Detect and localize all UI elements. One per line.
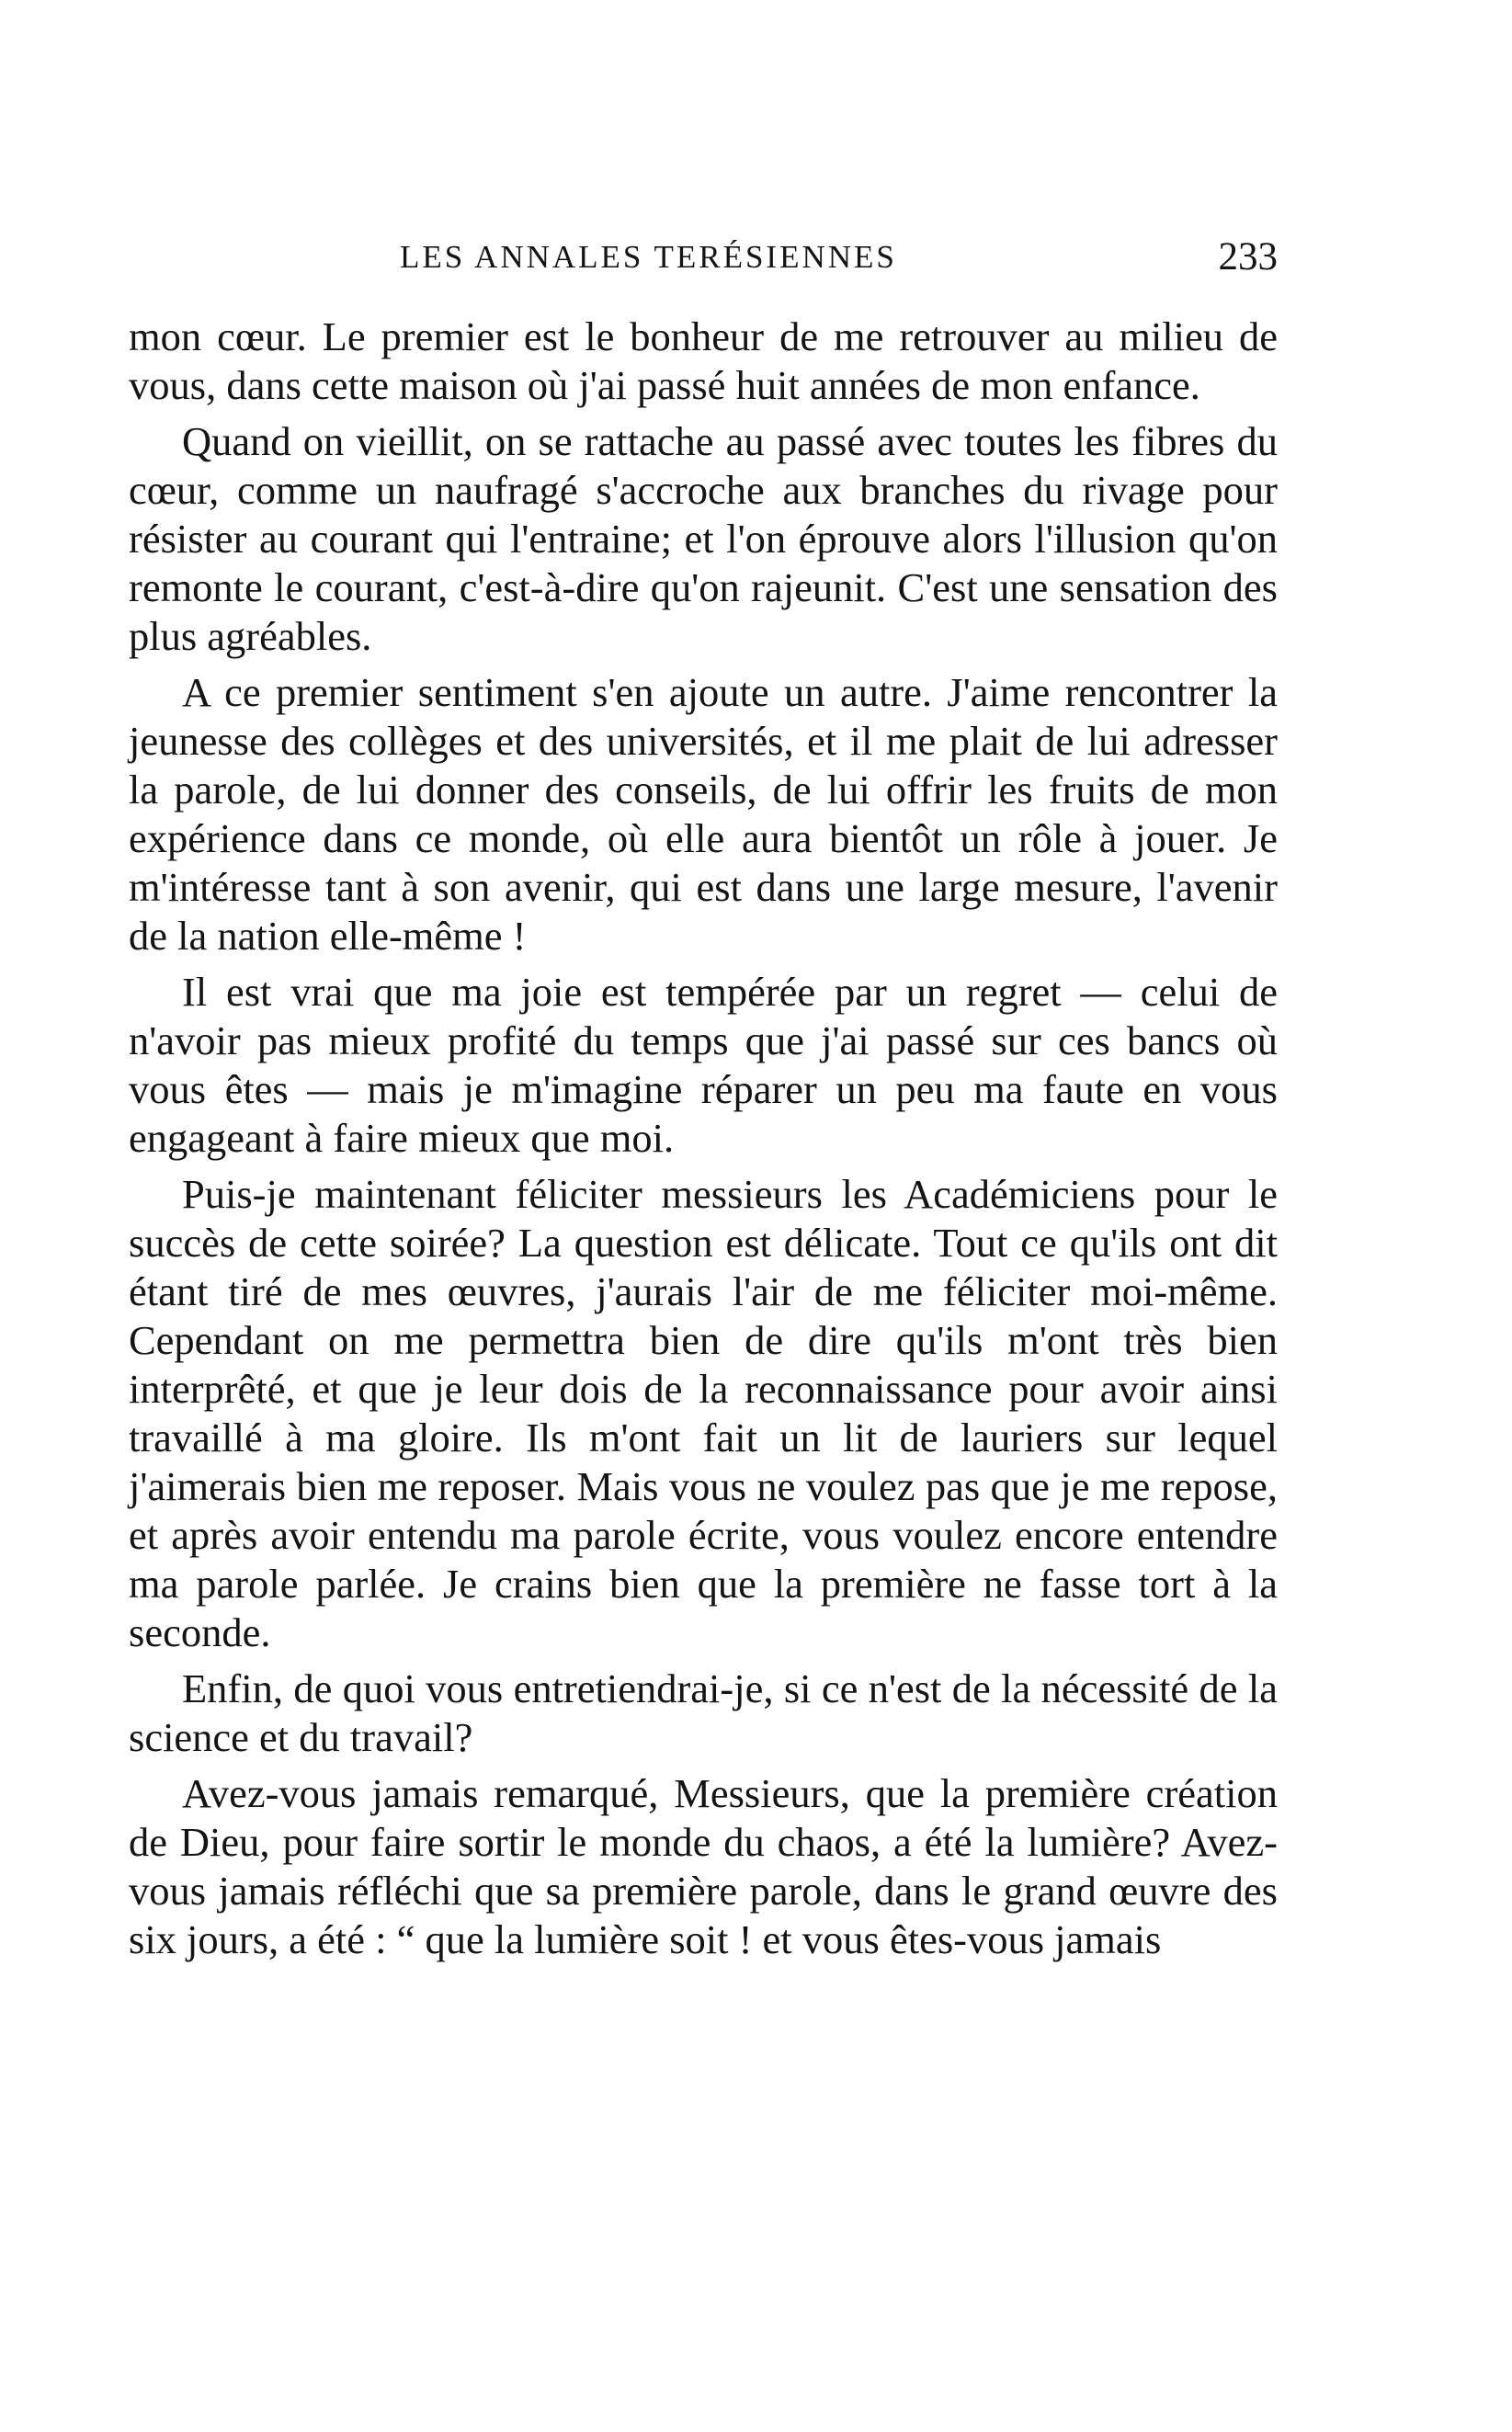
- page-number: 233: [1218, 235, 1278, 278]
- running-header: [129, 230, 1278, 285]
- paragraph-5: Puis-je maintenant féliciter messieurs les Académiciens pour le succès de cette soirée? La question est délicate. Tout ce qu'ils ont dit étant tiré de mes œuvres, j'aurais l'air de me féliciter moi-même. Cependant on me permettra bien de dire qu'ils m'ont très bien interprêté, et que je leur dois de la reconnaissance pour avoir ainsi travaillé à ma gloire. Ils m'ont fait un lit de lauriers sur lequel j'aimerais bien me reposer. Mais vous ne voulez pas que je me repose, et après avoir entendu ma parole écrite, vous voulez encore entendre ma parole parlée. Je crains bien que la première ne fasse tort à la seconde.: [129, 1171, 1278, 1655]
- running-title: LES ANNALES TERÉSIENNES: [400, 239, 897, 275]
- paragraph-1: mon cœur. Le premier est le bonheur de me retrouver au milieu de vous, dans cette maison où j'ai passé huit années de mon enfance.: [129, 313, 1278, 408]
- paragraph-6: Enfin, de quoi vous entretiendrai-je, si ce n'est de la nécessité de la science et du travail?: [129, 1665, 1278, 1760]
- paragraph-2: Quand on vieillit, on se rattache au passé avec toutes les fibres du cœur, comme un naufragé s'accroche aux branches du rivage pour résister au courant qui l'entraine; et l'on éprouve alors l'illusion qu'on remonte le courant, c'est-à-dire qu'on rajeunit. C'est une sensation des plus agréables.: [129, 418, 1278, 659]
- paragraph-4: Il est vrai que ma joie est tempérée par un regret — celui de n'avoir pas mieux profité du temps que j'ai passé sur ces bancs où vous êtes — mais je m'imagine réparer un peu ma faute en vous engageant à faire mieux que moi.: [129, 969, 1278, 1161]
- paragraph-3: A ce premier sentiment s'en ajoute un autre. J'aime rencontrer la jeunesse des collèges et des universités, et il me plait de lui adresser la parole, de lui donner des conseils, de lui offrir les fruits de mon expérience dans ce monde, où elle aura bientôt un rôle à jouer. Je m'intéresse tant à son avenir, qui est dans une large mesure, l'avenir de la nation elle-même !: [129, 669, 1278, 959]
- body-text: [129, 313, 1278, 1964]
- paragraph-7: Avez-vous jamais remarqué, Messieurs, que la première création de Dieu, pour faire sortir le monde du chaos, a été la lumière? Avez-vous jamais réfléchi que sa première parole, dans le grand œuvre des six jours, a été : “ que la lumière soit ! et vous êtes-vous jamais: [129, 1770, 1278, 1962]
